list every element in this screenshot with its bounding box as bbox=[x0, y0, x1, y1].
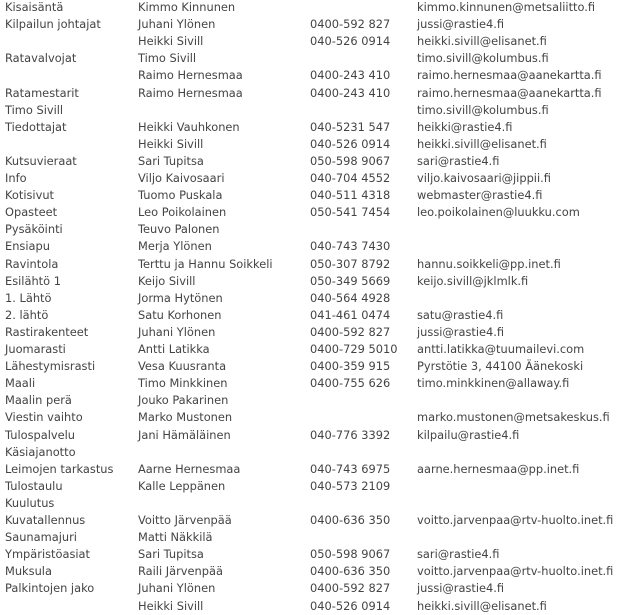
table-row bbox=[0, 444, 625, 461]
role-cell: 2. lähtö bbox=[5, 307, 49, 322]
phone-cell: 0400-243 410 bbox=[310, 68, 391, 83]
role-cell: Lähestymisrasti bbox=[5, 359, 96, 374]
email-cell: heikki@rastie4.fi bbox=[417, 119, 513, 134]
table-row bbox=[0, 204, 625, 221]
email-cell: antti.latikka@tuumailevi.com bbox=[417, 342, 585, 356]
table-row bbox=[0, 409, 625, 426]
role-cell: Ratavalvojat bbox=[5, 51, 77, 66]
email-cell: aarne.hernesmaa@pp.inet.fi bbox=[417, 461, 580, 476]
phone-cell: 040-743 7430 bbox=[310, 239, 391, 254]
email-cell: heikki.sivill@elisanet.fi bbox=[417, 598, 547, 613]
table-row bbox=[0, 119, 625, 136]
email-cell: heikki.sivill@elisanet.fi bbox=[417, 136, 547, 151]
name-cell: Tuomo Puskala bbox=[138, 188, 223, 203]
table-row bbox=[0, 546, 625, 563]
table-row bbox=[0, 563, 625, 580]
name-cell: Raili Järvenpää bbox=[138, 564, 223, 579]
email-cell: voitto.jarvenpaa@rtv-huolto.inet.fi bbox=[417, 513, 614, 527]
email-cell: heikki.sivill@elisanet.fi bbox=[417, 34, 547, 49]
email-cell: kimmo.kinnunen@metsaliitto.fi bbox=[417, 0, 596, 14]
table-row bbox=[0, 375, 625, 392]
table-row bbox=[0, 67, 625, 84]
name-cell: Heikki Sivill bbox=[138, 598, 204, 613]
email-cell: timo.sivill@kolumbus.fi bbox=[417, 51, 549, 66]
table-row bbox=[0, 102, 625, 119]
table-row bbox=[0, 221, 625, 238]
phone-cell: 0400-359 915 bbox=[310, 359, 391, 374]
table-row bbox=[0, 512, 625, 529]
name-cell: Voitto Järvenpää bbox=[138, 513, 232, 527]
name-cell: Vesa Kuusranta bbox=[138, 359, 227, 374]
phone-cell: 040-5231 547 bbox=[310, 119, 391, 134]
phone-cell: 040-526 0914 bbox=[310, 34, 391, 49]
table-row bbox=[0, 461, 625, 478]
email-cell: jussi@rastie4.fi bbox=[417, 17, 505, 32]
name-cell: Heikki Sivill bbox=[138, 34, 204, 49]
email-cell: raimo.hernesmaa@aanekartta.fi bbox=[417, 85, 602, 100]
name-cell: Timo Minkkinen bbox=[138, 376, 228, 391]
email-cell: hannu.soikkeli@pp.inet.fi bbox=[417, 256, 561, 271]
name-cell: Merja Ylönen bbox=[138, 239, 212, 254]
phone-cell: 040-704 4552 bbox=[310, 171, 391, 185]
role-cell: Leimojen tarkastus bbox=[5, 461, 114, 476]
name-cell: Aarne Hernesmaa bbox=[138, 461, 241, 476]
role-cell: Ensiapu bbox=[5, 239, 50, 254]
name-cell: Sari Tupitsa bbox=[138, 547, 204, 562]
table-row bbox=[0, 598, 625, 615]
role-cell: Rastirakenteet bbox=[5, 324, 89, 339]
role-cell: Kilpailun johtajat bbox=[5, 17, 101, 32]
role-cell: Juomarasti bbox=[5, 342, 66, 356]
role-cell: Maali bbox=[5, 376, 36, 391]
email-cell: marko.mustonen@metsakeskus.fi bbox=[417, 410, 610, 425]
table-row bbox=[0, 170, 625, 187]
phone-cell: 050-541 7454 bbox=[310, 205, 391, 220]
email-cell: jussi@rastie4.fi bbox=[417, 324, 505, 339]
phone-cell: 0400-636 350 bbox=[310, 564, 391, 579]
phone-cell: 0400-636 350 bbox=[310, 513, 391, 527]
phone-cell: 050-598 9067 bbox=[310, 153, 391, 168]
email-cell: leo.poikolainen@luukku.com bbox=[417, 205, 580, 220]
table-row bbox=[0, 85, 625, 102]
role-cell: Kuvatallennus bbox=[5, 513, 86, 527]
email-cell: kilpailu@rastie4.fi bbox=[417, 427, 520, 442]
table-row bbox=[0, 153, 625, 170]
table-row bbox=[0, 273, 625, 290]
table-row bbox=[0, 290, 625, 307]
table-row bbox=[0, 529, 625, 546]
email-cell: sari@rastie4.fi bbox=[417, 153, 500, 168]
phone-cell: 041-461 0474 bbox=[310, 307, 391, 322]
name-cell: Juhani Ylönen bbox=[138, 17, 216, 32]
role-cell: Maalin perä bbox=[5, 393, 72, 408]
phone-cell: 0400-592 827 bbox=[310, 324, 391, 339]
table-row bbox=[0, 358, 625, 375]
phone-cell: 0400-243 410 bbox=[310, 85, 391, 100]
name-cell: Raimo Hernesmaa bbox=[138, 85, 243, 100]
table-row bbox=[0, 33, 625, 50]
table-row bbox=[0, 478, 625, 495]
role-cell: 1. Lähtö bbox=[5, 290, 52, 305]
phone-cell: 040-564 4928 bbox=[310, 290, 391, 305]
name-cell: Raimo Hernesmaa bbox=[138, 68, 243, 83]
role-cell: Käsiajanotto bbox=[5, 444, 76, 459]
name-cell: Juhani Ylönen bbox=[138, 324, 216, 339]
phone-cell: 040-526 0914 bbox=[310, 136, 391, 151]
name-cell: Keijo Sivill bbox=[138, 273, 196, 288]
table-row bbox=[0, 341, 625, 358]
phone-cell: 040-743 6975 bbox=[310, 461, 391, 476]
name-cell: Juhani Ylönen bbox=[138, 581, 216, 596]
email-cell: timo.minkkinen@allaway.fi bbox=[417, 376, 570, 391]
phone-cell: 040-511 4318 bbox=[310, 188, 391, 203]
role-cell: Esilähtö 1 bbox=[5, 273, 61, 288]
role-cell: Ravintola bbox=[5, 256, 59, 271]
name-cell: Viljo Kaivosaari bbox=[138, 171, 225, 185]
role-cell: Palkintojen jako bbox=[5, 581, 95, 596]
role-cell: Tulospalvelu bbox=[5, 427, 76, 442]
email-cell: sari@rastie4.fi bbox=[417, 547, 500, 562]
email-cell: keijo.sivill@jklmlk.fi bbox=[417, 273, 529, 288]
name-cell: Heikki Sivill bbox=[138, 136, 204, 151]
name-cell: Marko Mustonen bbox=[138, 410, 233, 425]
table-row bbox=[0, 187, 625, 204]
phone-cell: 050-307 8792 bbox=[310, 256, 391, 271]
role-cell: Tulostaulu bbox=[5, 478, 63, 493]
email-cell: webmaster@rastie4.fi bbox=[417, 188, 543, 203]
role-cell: Info bbox=[5, 171, 27, 185]
role-cell: Kisaisäntä bbox=[5, 0, 64, 14]
name-cell: Satu Korhonen bbox=[138, 307, 222, 322]
phone-cell: 040-776 3392 bbox=[310, 427, 391, 442]
table-row bbox=[0, 16, 625, 33]
name-cell: Leo Poikolainen bbox=[138, 205, 227, 220]
role-cell: Kuulutus bbox=[5, 495, 55, 510]
role-cell: Ympäristöasiat bbox=[5, 547, 91, 562]
phone-cell: 0400-755 626 bbox=[310, 376, 391, 391]
role-cell: Timo Sivill bbox=[5, 102, 64, 117]
table-row bbox=[0, 238, 625, 255]
role-cell: Viestin vaihto bbox=[5, 410, 83, 425]
table-row bbox=[0, 392, 625, 409]
name-cell: Timo Sivill bbox=[138, 51, 197, 66]
table-row bbox=[0, 136, 625, 153]
table-row bbox=[0, 580, 625, 597]
role-cell: Saunamajuri bbox=[5, 530, 77, 545]
role-cell: Muksula bbox=[5, 564, 52, 579]
phone-cell: 0400-592 827 bbox=[310, 581, 391, 596]
role-cell: Tiedottajat bbox=[5, 119, 67, 134]
name-cell: Jorma Hytönen bbox=[138, 290, 223, 305]
role-cell: Opasteet bbox=[5, 205, 58, 220]
name-cell: Kimmo Kinnunen bbox=[138, 0, 236, 14]
name-cell: Jani Hämäläinen bbox=[138, 427, 231, 442]
table-row bbox=[0, 50, 625, 67]
table-row bbox=[0, 256, 625, 273]
phone-cell: 0400-729 5010 bbox=[310, 342, 398, 356]
role-cell: Kutsuvieraat bbox=[5, 153, 77, 168]
table-row bbox=[0, 0, 625, 16]
name-cell: Teuvo Palonen bbox=[138, 222, 220, 237]
name-cell: Kalle Leppänen bbox=[138, 478, 226, 493]
table-row bbox=[0, 307, 625, 324]
name-cell: Heikki Vauhkonen bbox=[138, 119, 240, 134]
role-cell: Kotisivut bbox=[5, 188, 55, 203]
table-row bbox=[0, 495, 625, 512]
name-cell: Terttu ja Hannu Soikkeli bbox=[138, 256, 273, 271]
email-cell: voitto.jarvenpaa@rtv-huolto.inet.fi bbox=[417, 564, 614, 579]
table-row bbox=[0, 427, 625, 444]
name-cell: Jouko Pakarinen bbox=[138, 393, 229, 408]
email-cell: timo.sivill@kolumbus.fi bbox=[417, 102, 549, 117]
name-cell: Antti Latikka bbox=[138, 342, 210, 356]
phone-cell: 050-598 9067 bbox=[310, 547, 391, 562]
email-cell: raimo.hernesmaa@aanekartta.fi bbox=[417, 68, 602, 83]
name-cell: Matti Näkkilä bbox=[138, 530, 213, 545]
email-cell: Pyrstötie 3, 44100 Äänekoski bbox=[417, 359, 584, 374]
email-cell: satu@rastie4.fi bbox=[417, 307, 504, 322]
table-row bbox=[0, 324, 625, 341]
phone-cell: 040-573 2109 bbox=[310, 478, 391, 493]
phone-cell: 050-349 5669 bbox=[310, 273, 391, 288]
phone-cell: 040-526 0914 bbox=[310, 598, 391, 613]
email-cell: viljo.kaivosaari@jippii.fi bbox=[417, 171, 551, 185]
phone-cell: 0400-592 827 bbox=[310, 17, 391, 32]
name-cell: Sari Tupitsa bbox=[138, 153, 204, 168]
role-cell: Pysäköinti bbox=[5, 222, 63, 237]
email-cell: jussi@rastie4.fi bbox=[417, 581, 505, 596]
role-cell: Ratamestarit bbox=[5, 85, 79, 100]
